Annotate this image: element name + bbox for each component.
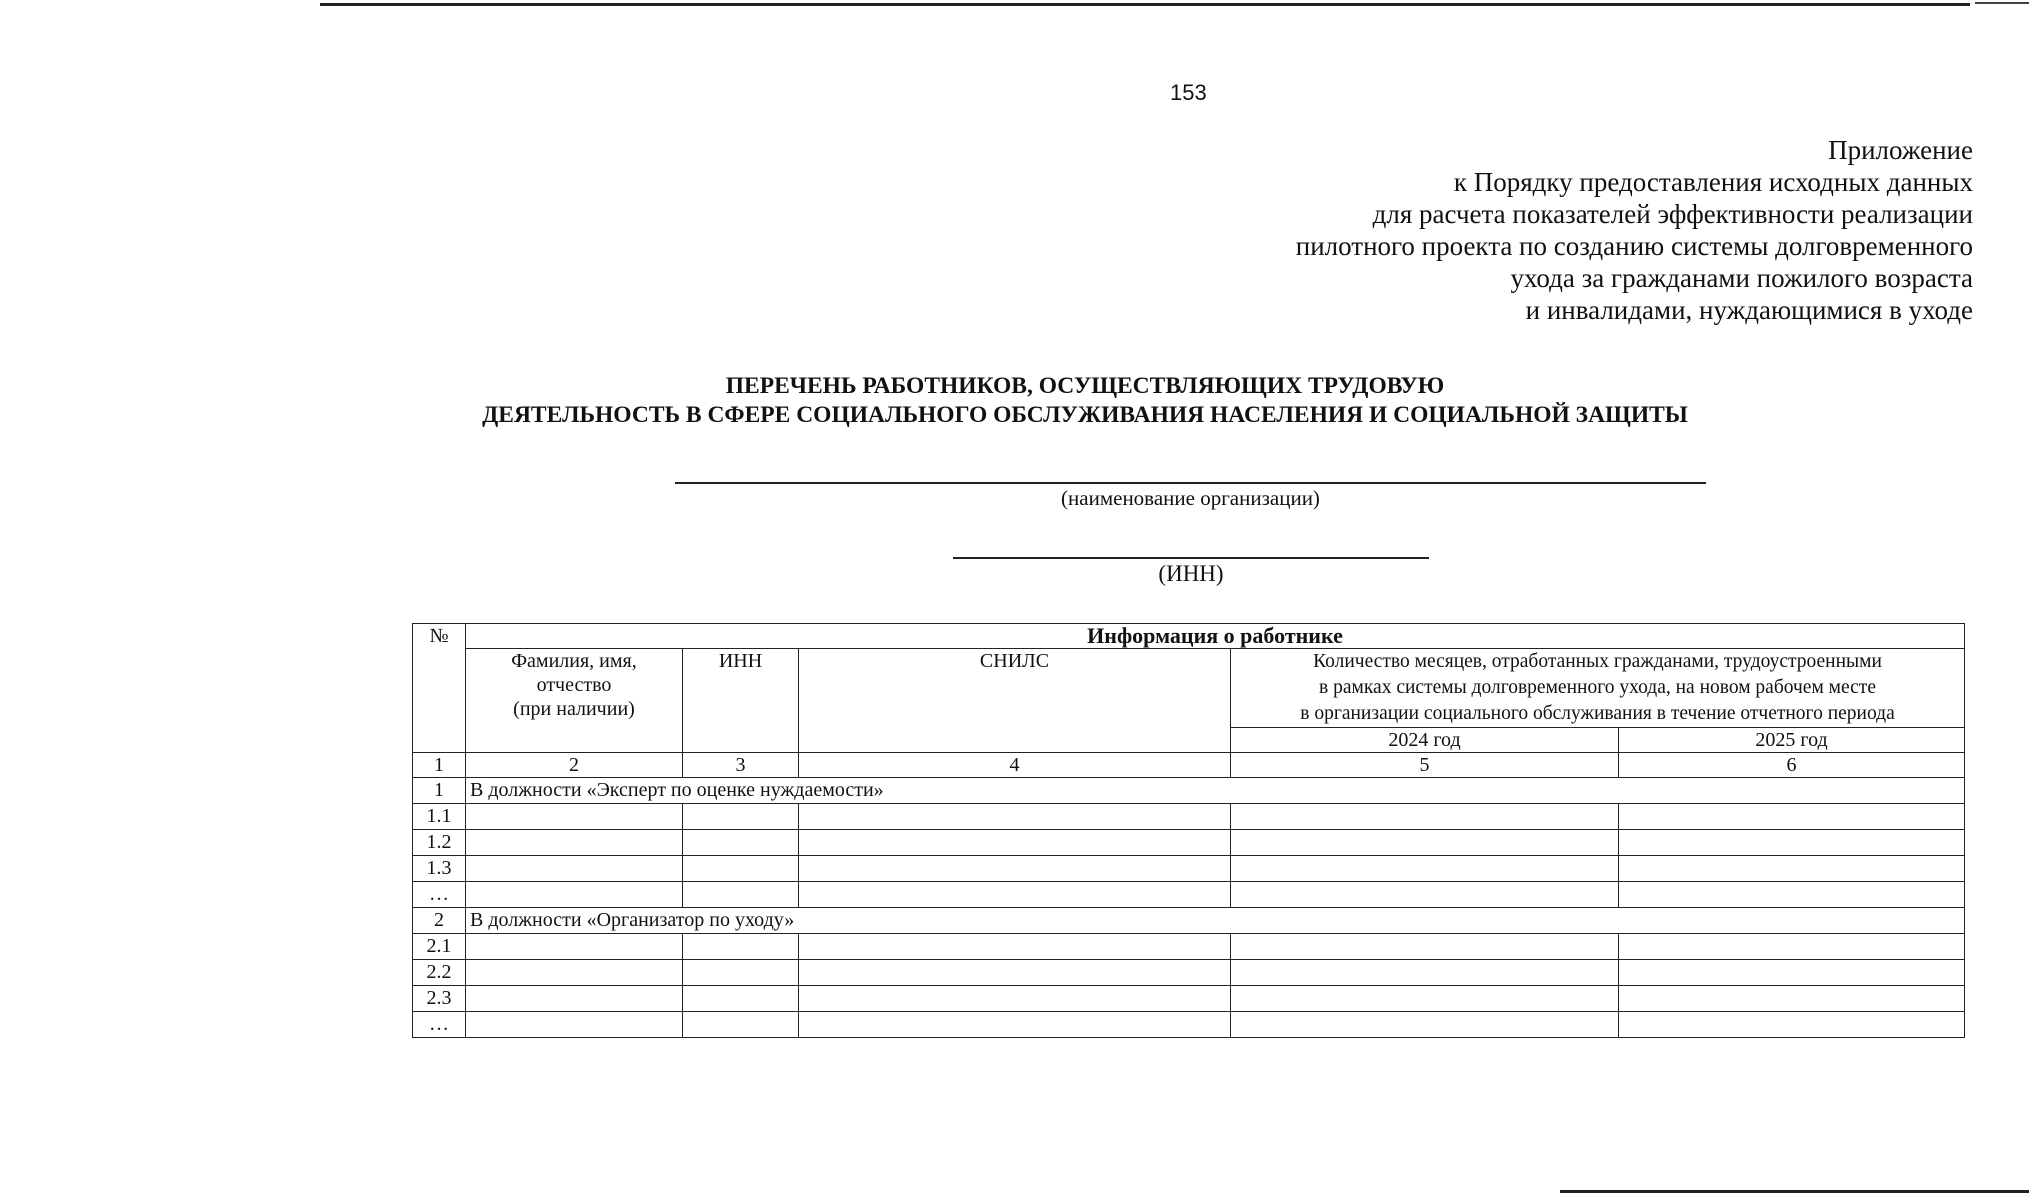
inn-caption: (ИНН) bbox=[1158, 561, 1224, 586]
cell-inn bbox=[683, 934, 799, 960]
header-months-line: в рамках системы долговременного ухода, на новом рабочем месте bbox=[1319, 677, 1876, 698]
section-label: В должности «Эксперт по оценке нуждаемости» bbox=[466, 778, 1965, 804]
cell-2025 bbox=[1619, 856, 1965, 882]
employees-table bbox=[412, 623, 1965, 1038]
column-number-6: 6 bbox=[1619, 753, 1965, 778]
cell-full-name bbox=[466, 882, 683, 908]
cell-2025 bbox=[1619, 804, 1965, 830]
row-number: … bbox=[413, 1012, 466, 1038]
column-number-3: 3 bbox=[683, 753, 799, 778]
header-year-2024: 2024 год bbox=[1231, 728, 1619, 753]
cell-snils bbox=[799, 1012, 1231, 1038]
organization-name-caption: (наименование организации) bbox=[1061, 486, 1320, 510]
cell-full-name bbox=[466, 960, 683, 986]
section-label: В должности «Организатор по уходу» bbox=[466, 908, 1965, 934]
appendix-line: для расчета показателей эффективности реализации bbox=[1372, 199, 1973, 229]
appendix-line: ухода за гражданами пожилого возраста bbox=[1510, 263, 1973, 293]
table-row bbox=[413, 882, 1965, 908]
header-months-line: Количество месяцев, отработанных гражданами, трудоустроенными bbox=[1313, 651, 1882, 672]
table-row bbox=[413, 856, 1965, 882]
cell-full-name bbox=[466, 856, 683, 882]
row-number: 1.2 bbox=[413, 830, 466, 856]
column-number-1: 1 bbox=[413, 753, 466, 778]
cell-2025 bbox=[1619, 960, 1965, 986]
cell-2024 bbox=[1231, 934, 1619, 960]
inn-line bbox=[953, 557, 1429, 559]
cell-inn bbox=[683, 960, 799, 986]
bottom-border-line bbox=[1560, 1190, 2029, 1193]
appendix-line: Приложение bbox=[1828, 135, 1973, 165]
cell-snils bbox=[799, 934, 1231, 960]
table-row bbox=[413, 960, 1965, 986]
cell-2024 bbox=[1231, 830, 1619, 856]
cell-2024 bbox=[1231, 1012, 1619, 1038]
cell-2024 bbox=[1231, 882, 1619, 908]
row-number: 1.3 bbox=[413, 856, 466, 882]
organization-name-line bbox=[675, 482, 1706, 484]
cell-full-name bbox=[466, 986, 683, 1012]
cell-snils bbox=[799, 960, 1231, 986]
page-number: 153 bbox=[1170, 80, 1207, 105]
cell-snils bbox=[799, 804, 1231, 830]
header-full-name-line: отчество bbox=[536, 674, 612, 696]
header-full-name-line: (при наличии) bbox=[513, 698, 635, 720]
header-year-2025: 2025 год bbox=[1619, 728, 1965, 753]
cell-inn bbox=[683, 1012, 799, 1038]
title-line-1: ПЕРЕЧЕНЬ РАБОТНИКОВ, ОСУЩЕСТВЛЯЮЩИХ ТРУДОВУЮ bbox=[725, 373, 1445, 399]
appendix-line: и инвалидами, нуждающимися в уходе bbox=[1525, 295, 1973, 325]
cell-2025 bbox=[1619, 934, 1965, 960]
cell-snils bbox=[799, 856, 1231, 882]
table-row bbox=[413, 830, 1965, 856]
table-row bbox=[413, 804, 1965, 830]
cell-full-name bbox=[466, 830, 683, 856]
cell-2025 bbox=[1619, 882, 1965, 908]
row-number: … bbox=[413, 882, 466, 908]
header-months-worked bbox=[1231, 649, 1965, 728]
column-number-4: 4 bbox=[799, 753, 1231, 778]
cell-inn bbox=[683, 804, 799, 830]
section-number: 2 bbox=[413, 908, 466, 934]
cell-2025 bbox=[1619, 1012, 1965, 1038]
cell-inn bbox=[683, 856, 799, 882]
column-number-2: 2 bbox=[466, 753, 683, 778]
section-number: 1 bbox=[413, 778, 466, 804]
cell-inn bbox=[683, 882, 799, 908]
row-number: 2.3 bbox=[413, 986, 466, 1012]
header-full-name-line: Фамилия, имя, bbox=[511, 650, 637, 672]
cell-inn bbox=[683, 986, 799, 1012]
title-line-2: ДЕЯТЕЛЬНОСТЬ В СФЕРЕ СОЦИАЛЬНОГО ОБСЛУЖИВАНИЯ НАСЕЛЕНИЯ И СОЦИАЛЬНОЙ ЗАЩИТЫ bbox=[482, 402, 1688, 428]
header-full-name bbox=[466, 649, 683, 753]
document-title bbox=[0, 372, 2029, 430]
cell-2024 bbox=[1231, 856, 1619, 882]
top-border-line-right bbox=[1975, 2, 2029, 4]
cell-full-name bbox=[466, 934, 683, 960]
header-number: № bbox=[413, 624, 466, 753]
header-inn: ИНН bbox=[683, 649, 799, 753]
table-row bbox=[413, 986, 1965, 1012]
cell-2024 bbox=[1231, 804, 1619, 830]
cell-full-name bbox=[466, 1012, 683, 1038]
cell-full-name bbox=[466, 804, 683, 830]
appendix-line: пилотного проекта по созданию системы долговременного bbox=[1295, 231, 1973, 261]
header-employee-info: Информация о работнике bbox=[466, 624, 1965, 649]
top-border-line bbox=[320, 3, 1970, 6]
cell-inn bbox=[683, 830, 799, 856]
cell-snils bbox=[799, 986, 1231, 1012]
table-row bbox=[413, 1012, 1965, 1038]
appendix-block bbox=[1296, 134, 1973, 326]
column-number-5: 5 bbox=[1231, 753, 1619, 778]
cell-2025 bbox=[1619, 830, 1965, 856]
cell-2025 bbox=[1619, 986, 1965, 1012]
cell-snils bbox=[799, 830, 1231, 856]
table-row bbox=[413, 934, 1965, 960]
cell-snils bbox=[799, 882, 1231, 908]
row-number: 2.1 bbox=[413, 934, 466, 960]
header-snils: СНИЛС bbox=[799, 649, 1231, 753]
row-number: 2.2 bbox=[413, 960, 466, 986]
header-months-line: в организации социального обслуживания в течение отчетного периода bbox=[1300, 703, 1895, 724]
cell-2024 bbox=[1231, 960, 1619, 986]
row-number: 1.1 bbox=[413, 804, 466, 830]
cell-2024 bbox=[1231, 986, 1619, 1012]
appendix-line: к Порядку предоставления исходных данных bbox=[1453, 167, 1973, 197]
